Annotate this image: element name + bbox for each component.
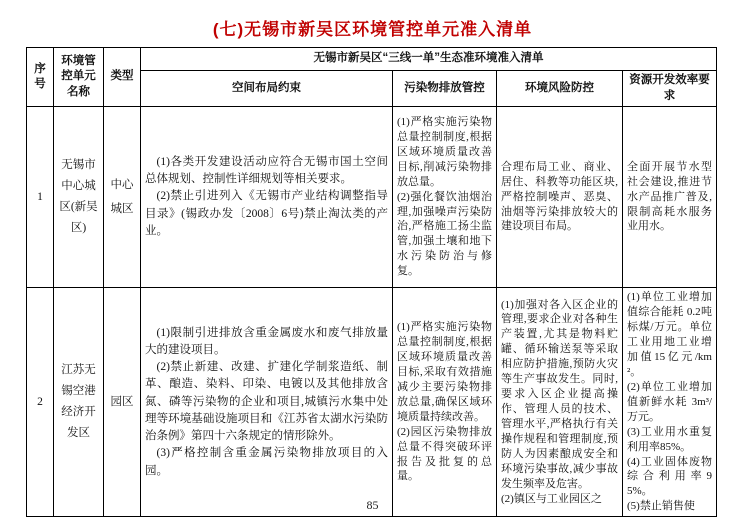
page-title: (七)无锡市新吴区环境管控单元准入清单 xyxy=(212,20,533,39)
row2-index: 2 xyxy=(27,288,54,517)
row2-resource: (1)单位工业增加值综合能耗 0.2吨标煤/万元。单位工业用地工业增加值15亿元/km²。 (2)单位工业增加值新鲜水耗 3m³/万元。 (3)工业用水重复利用率85%。 (4)工业固体废物综合利用率95%。 (5)禁止销售使 xyxy=(623,288,717,517)
row2-type: 园区 xyxy=(104,288,141,517)
row1-risk: 合理布局工业、商业、居住、科教等功能区块,严格控制噪声、恶臭、油烟等污染排放较大的建设项目布局。 xyxy=(497,107,623,288)
row1-resource: 全面开展节水型社会建设,推进节水产品推广普及,限制高耗水服务业用水。 xyxy=(623,107,717,288)
header-index: 序号 xyxy=(27,48,54,107)
row1-spatial: (1)各类开发建设活动应符合无锡市国土空间总体规划、控制性详细规划等相关要求。 (2)禁止引进列入《无锡市产业结构调整指导目录》(锡政办发〔2008〕6号)禁止淘汰类的产业。 xyxy=(141,107,393,288)
row1-unit-name: 无锡市中心城区(新吴区) xyxy=(54,107,104,288)
row1-index: 1 xyxy=(27,107,54,288)
header-type: 类型 xyxy=(104,48,141,107)
header-spatial: 空间布局约束 xyxy=(141,71,393,107)
row2-pollutant: (1)严格实施污染物总量控制制度,根据区域环境质量改善目标,采取有效措施减少主要污染物排放总量,确保区域环境质量持续改善。 (2)园区污染物排放总量不得突破环评报告及批复的总量。 xyxy=(393,288,497,517)
access-list-table xyxy=(26,47,717,517)
header-unit-name: 环境管控单元名称 xyxy=(54,48,104,107)
header-pollutant: 污染物排放管控 xyxy=(393,71,497,107)
row2-unit-name: 江苏无锡空港经济开发区 xyxy=(54,288,104,517)
header-group-title: 无锡市新吴区“三线一单”生态准环境准入清单 xyxy=(141,48,717,71)
table-header-row-1 xyxy=(27,48,717,71)
page-number: 85 xyxy=(366,498,379,512)
row1-type: 中心城区 xyxy=(104,107,141,288)
table-row xyxy=(27,288,717,517)
row2-spatial: (1)限制引进排放含重金属废水和废气排放量大的建设项目。 (2)禁止新建、改建、扩建化学制浆造纸、制革、酿造、染料、印染、电镀以及其他排放含氮、磷等污染物的企业和项目,城镇污水集中处理等环境基础设施项目和《江苏省太湖水污染防治条例》第四十六条规定的情形除外。 (3)严格控制含重金属污染物排放项目的入园。 xyxy=(141,288,393,517)
header-risk: 环境风险防控 xyxy=(497,71,623,107)
table-row xyxy=(27,107,717,288)
row1-pollutant: (1)严格实施污染物总量控制制度,根据区域环境质量改善目标,削减污染物排放总量。 (2)强化餐饮油烟治理,加强噪声污染防治,严格施工扬尘监管,加强土壤和地下水污染防治与修复。 xyxy=(393,107,497,288)
header-resource: 资源开发效率要求 xyxy=(623,71,717,107)
row2-risk: (1)加强对各入区企业的管理,要求企业对各种生产装置,尤其是物料贮罐、循环输送泵等采取相应防护措施,预防火灾等生产事故发生。同时,要求入区企业提高操作、管理人员的技术、管理水平,严格执行有关操作规程和管理制度,预防人为因素酿成安全和环境污染事故,减少事故发生频率及危害。 (2)镇区与工业园区之 xyxy=(497,288,623,517)
